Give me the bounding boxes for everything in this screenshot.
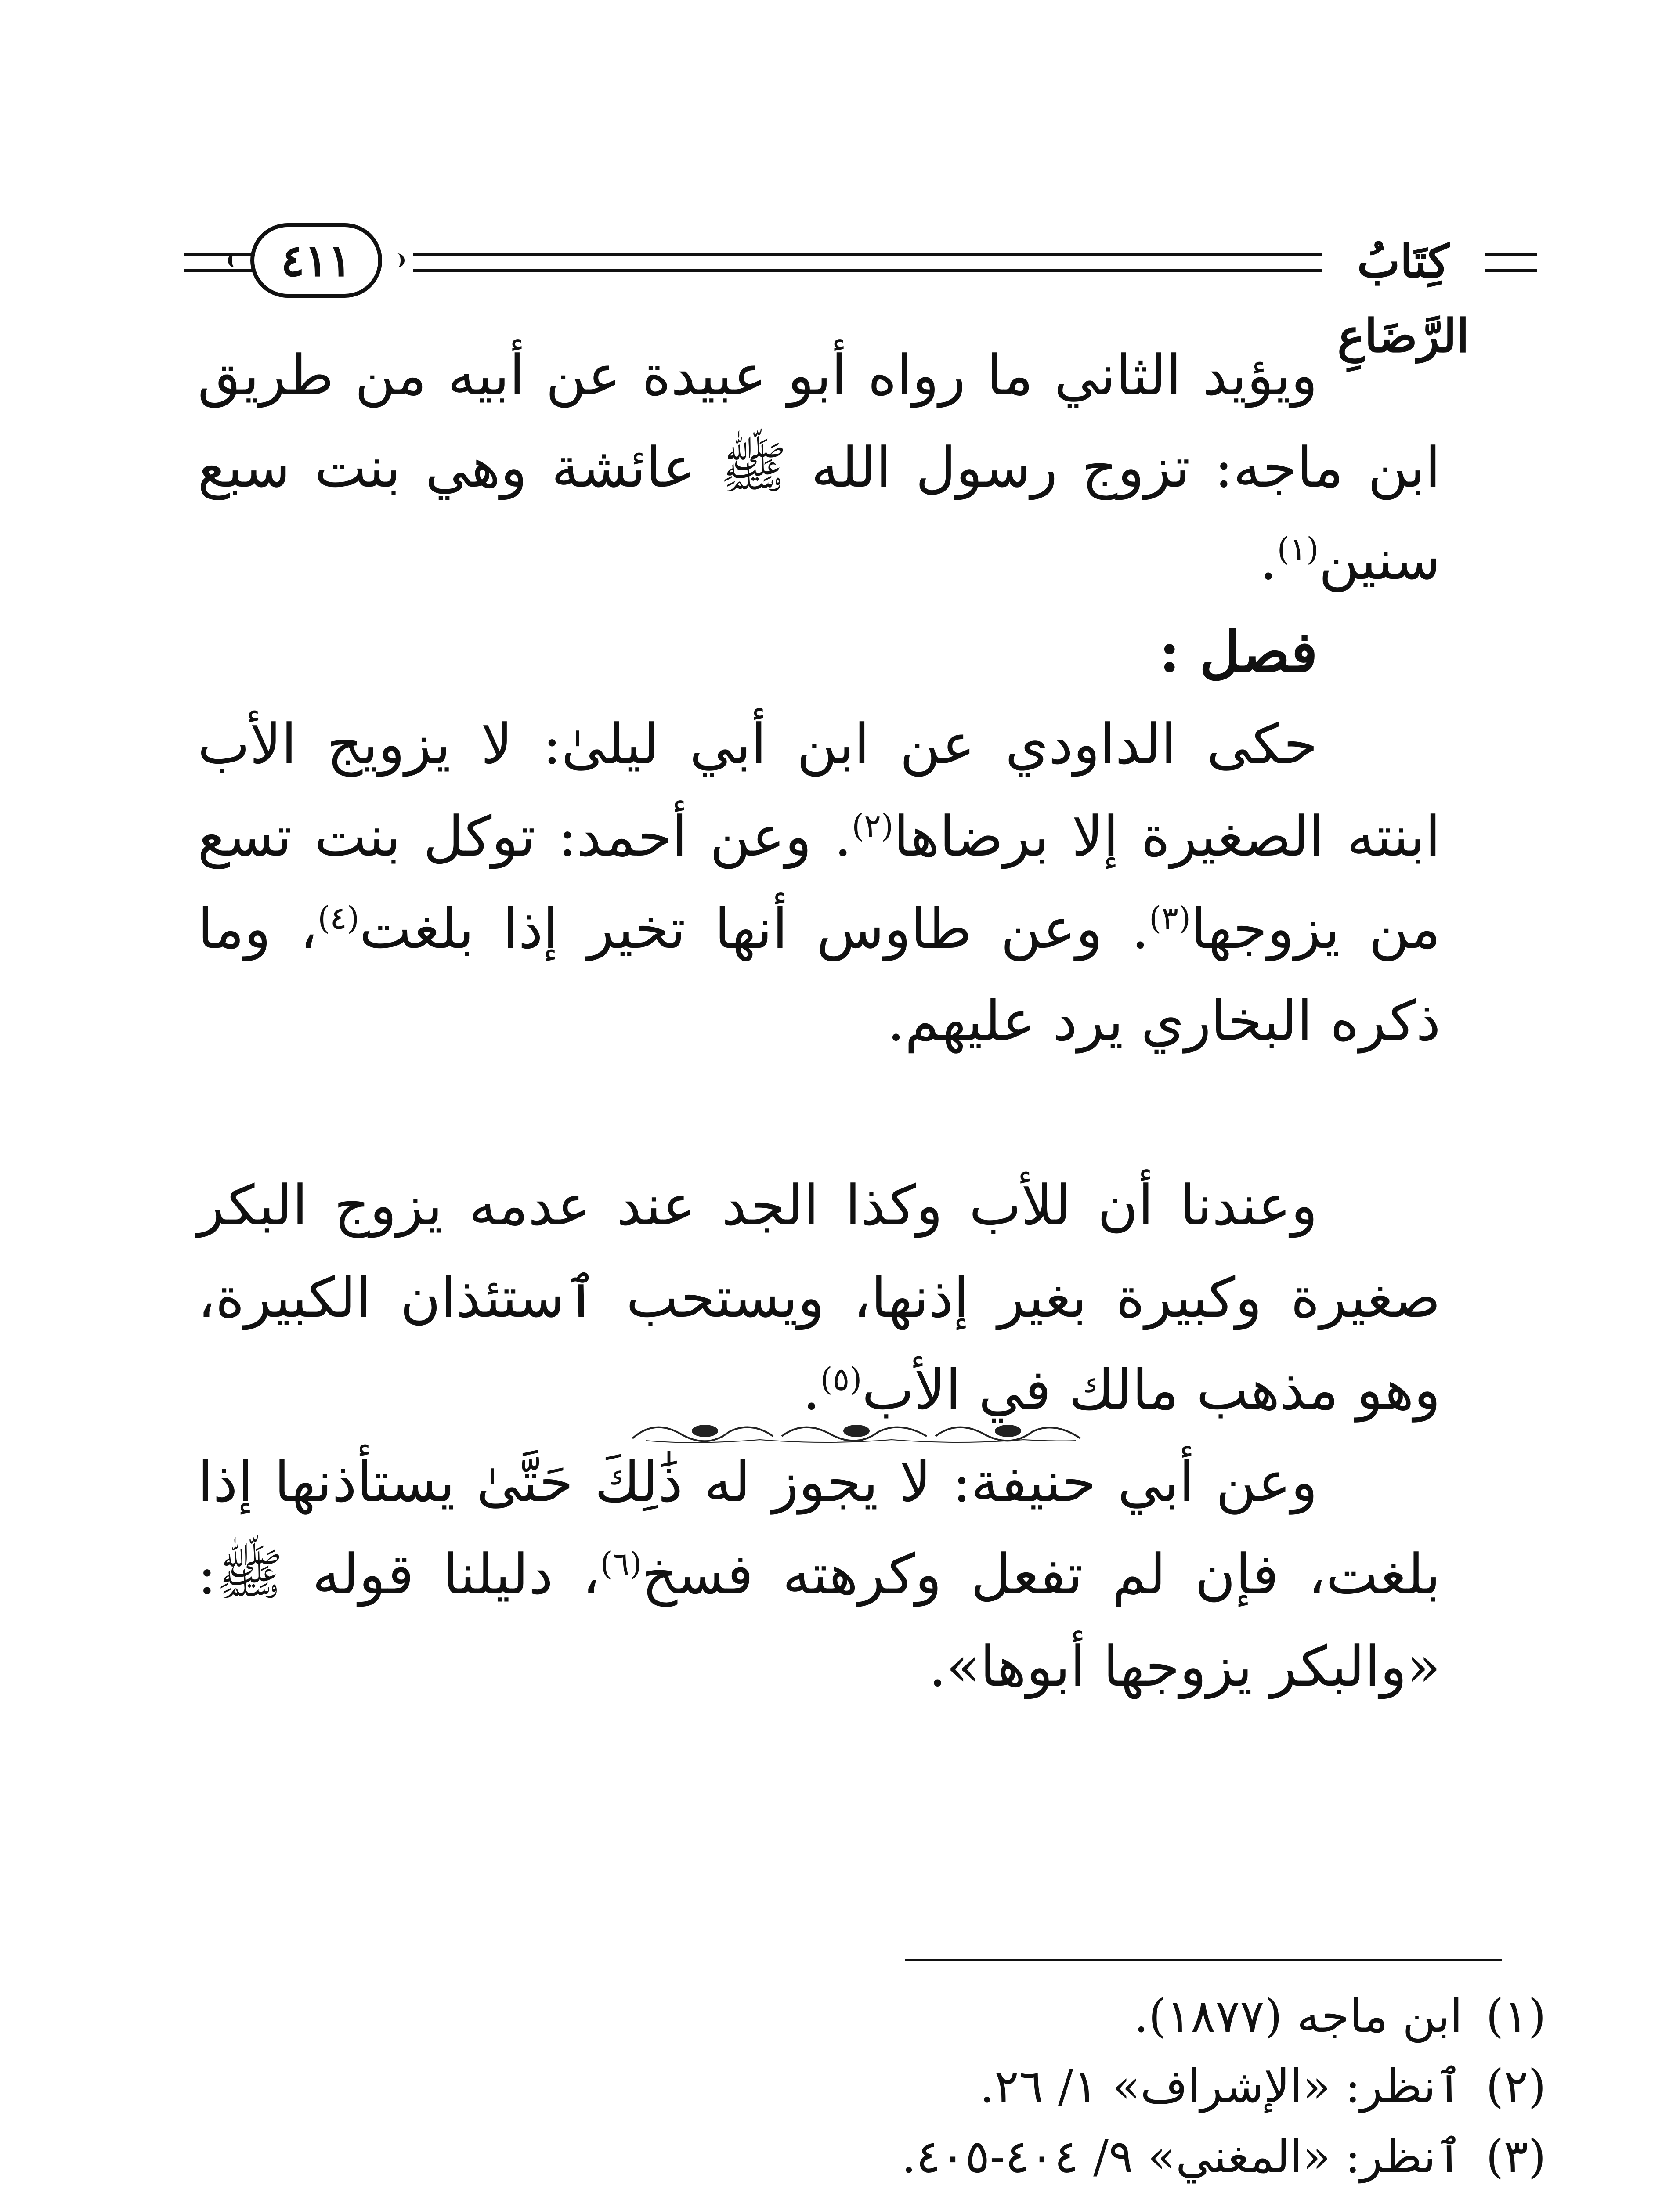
paragraph-text: ، وما ذكره البخاري يرد عليهم.	[198, 896, 1441, 1053]
header-rule	[413, 269, 1322, 272]
paragraph-text: وعن أبي حنيفة: لا يجوز له ذَٰلِكَ حَتَّىٰ يستأذنها إذا بلغت، فإن لم تفعل وكرهته فسخ	[198, 1450, 1441, 1607]
paragraph	[198, 1159, 1441, 1436]
footnote-text: ٱنظر: «المغني» ٩/ ٤٠٤-٤٠٥.	[901, 2130, 1463, 2183]
paragraph-gap	[198, 1067, 1441, 1159]
footnote-number: (١)	[1485, 1989, 1546, 2043]
footnote-ref: (٤)	[318, 899, 360, 936]
paragraph-text: ويؤيد الثاني ما رواه أبو عبيدة عن أبيه من طريق ابن ماجه: تزوج رسول الله ﷺ عائشة وهي بنت سبع سنين	[198, 343, 1441, 592]
running-header	[184, 220, 1537, 363]
section-heading: فصل :	[1159, 619, 1318, 685]
footnote-text: ابن ماجه (١٨٧٧).	[1134, 1989, 1463, 2043]
page-number: ٤١١	[281, 235, 352, 286]
running-title: كِتَابُ الرَّضَاعِ	[1337, 234, 1469, 363]
footnote-number	[1463, 2192, 1546, 2196]
footnote-number: (٣)	[1485, 2130, 1546, 2183]
footnote-ref: (٢)	[852, 807, 894, 844]
footnote	[483, 2121, 1546, 2192]
footnote-separator	[905, 1959, 1502, 1961]
footnote-ref: (٦)	[600, 1545, 642, 1582]
paragraph-text: .	[1259, 527, 1277, 592]
footnote-ref: (١)	[1277, 531, 1319, 567]
paragraph	[198, 698, 1441, 1067]
header-rule	[413, 253, 1322, 256]
paragraph	[198, 1436, 1441, 1713]
paragraph-text: . وعن أحمد: توكل بنت تسع من يزوجها	[198, 804, 1441, 961]
paragraph-text: حكى الداودي عن ابن أبي ليلىٰ: لا يزويج الأب ابنته الصغيرة إلا برضاها	[198, 712, 1441, 869]
page-number-badge	[250, 223, 382, 298]
footnote-ref: (٣)	[1149, 899, 1191, 936]
footnote	[483, 2051, 1546, 2121]
footnote-text: ٱنظر: «الإشراف» ١/ ٢٦.	[979, 2059, 1463, 2113]
footnote-text	[483, 2192, 1463, 2196]
header-rule	[1485, 253, 1537, 256]
footnote	[483, 2192, 1546, 2196]
header-rule	[1485, 269, 1537, 272]
paragraph-text: وعندنا أن للأب وكذا الجد عند عدمه يزوج البكر صغيرة وكبيرة بغير إذنها، ويستحب ٱستئذان الكبيرة، وهو مذهب مالك في الأب	[198, 1173, 1441, 1422]
paragraph-text: . وعن طاوس أنها تخير إذا بلغت	[359, 896, 1149, 961]
main-text	[198, 329, 1441, 1713]
paragraph-text: .	[802, 1358, 820, 1422]
footnotes	[483, 1981, 1546, 2196]
paragraph-text: ، دليلنا قوله ﷺ: «والبكر يزوجها أبوها».	[198, 1542, 1441, 1699]
ornament-divider	[628, 1414, 1085, 1449]
footnote-ref: (٥)	[820, 1361, 862, 1398]
paragraph	[198, 329, 1441, 606]
footnote-number: (٢)	[1485, 2059, 1546, 2113]
footnote	[483, 1981, 1546, 2051]
